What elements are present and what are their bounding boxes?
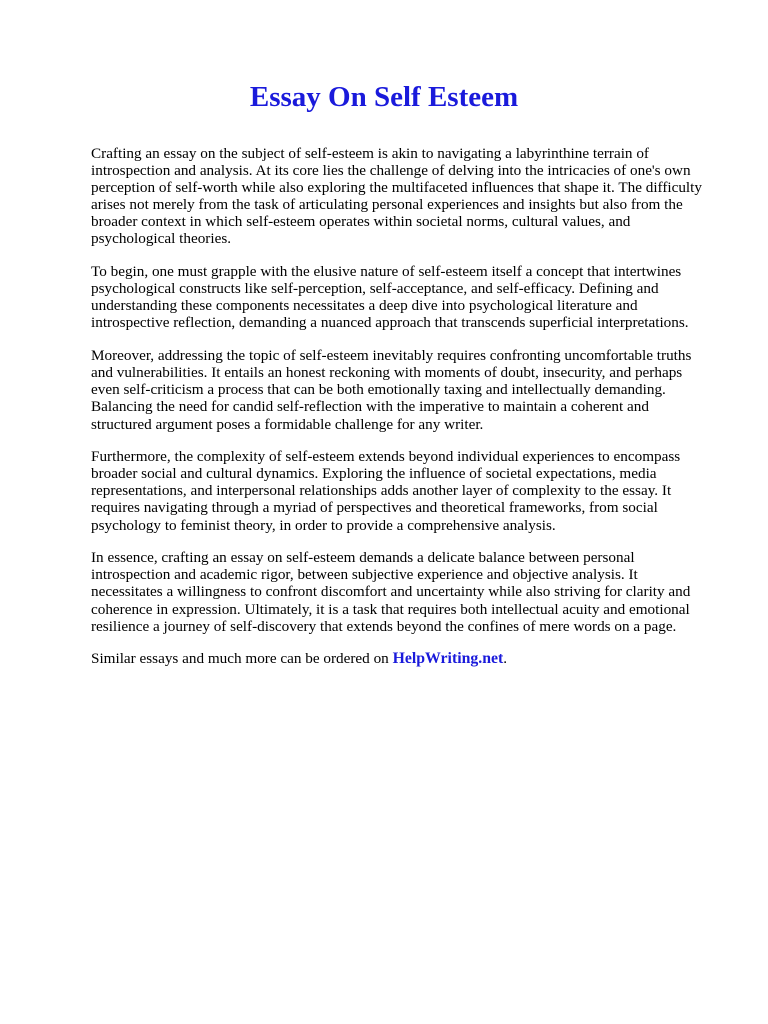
paragraph-2: To begin, one must grapple with the elusive nature of self-esteem itself a concept that intertwines psychological constructs like self-perception, self-acceptance, and self-efficacy. Defining and understanding these components necessitates a deep dive into psychological literature and introspective reflection, demanding a nuanced approach that transcends superficial interpretations. [91,263,689,332]
footer-prefix: Similar essays and much more can be ordered on [91,650,393,668]
essay-body [91,145,717,667]
paragraph-3: Moreover, addressing the topic of self-esteem inevitably requires confronting uncomfortable truths and vulnerabilities. It entails an honest reckoning with moments of doubt, insecurity, and perhaps even self-criticism a process that can be both emotionally taxing and intellectually demanding. Balancing the need for candid self-reflection with the imperative to maintain a coherent and structured argument poses a formidable challenge for any writer. [91,347,692,433]
paragraph-5: In essence, crafting an essay on self-esteem demands a delicate balance between personal introspection and academic rigor, between subjective experience and objective analysis. It necessitates a willingness to confront discomfort and uncertainty while also striving for clarity and coherence in expression. Ultimately, it is a task that requires both intellectual acuity and emotional resilience a journey of self-discovery that extends beyond the confines of mere words on a page. [91,549,691,635]
paragraph-1: Crafting an essay on the subject of self-esteem is akin to navigating a labyrinthine terrain of introspection and analysis. At its core lies the challenge of delving into the intricacies of one's own perception of self-worth while also exploring the multifaceted influences that shape it. The difficulty arises not merely from the task of articulating personal experiences and insights but also from the broader context in which self-esteem operates within societal norms, cultural values, and psychological theories. [91,145,702,248]
footer-suffix: . [503,650,508,668]
helpwriting-link[interactable]: HelpWriting.net [392,650,504,668]
footer-note [91,650,717,667]
page-title: Essay On Self Esteem [249,81,519,113]
paragraph-4: Furthermore, the complexity of self-esteem extends beyond individual experiences to encompass broader social and cultural dynamics. Exploring the influence of societal expectations, media representations, and interpersonal relationships adds another layer of complexity to the essay. It requires navigating through a myriad of perspectives and theoretical frameworks, from social psychology to feminist theory, in order to provide a comprehensive analysis. [91,448,681,534]
